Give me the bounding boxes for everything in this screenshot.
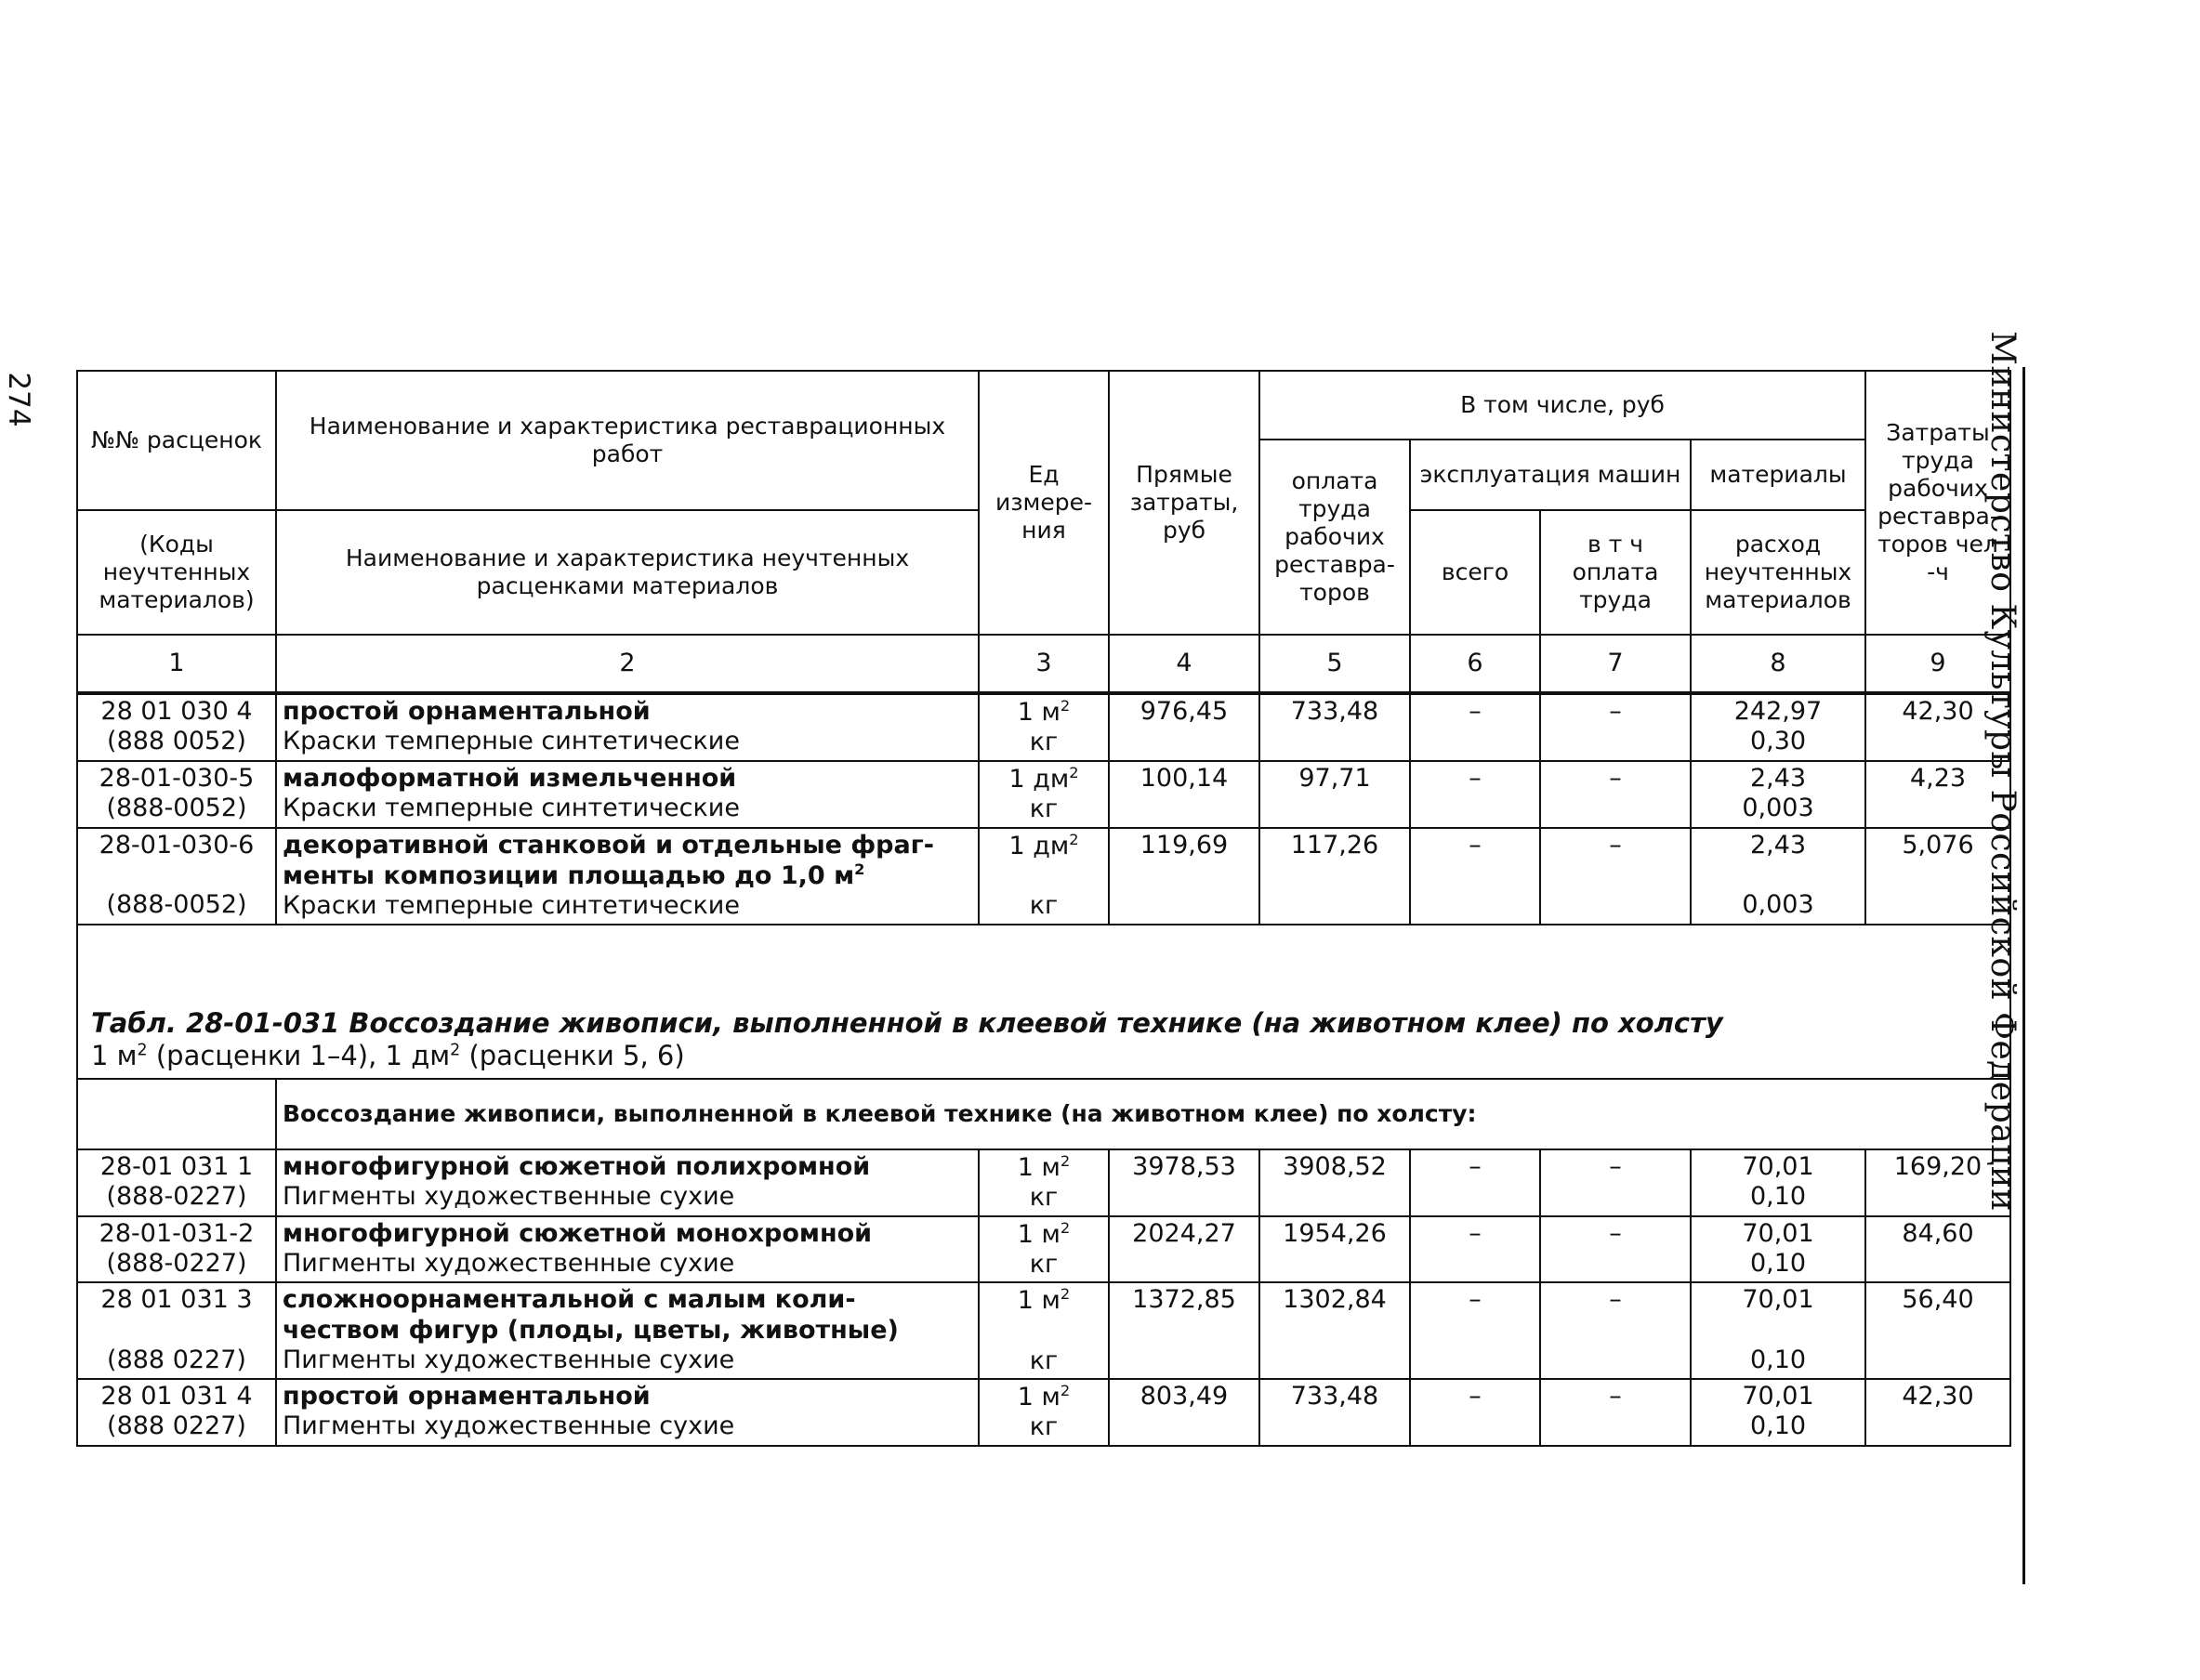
unit: 1 м xyxy=(1017,1152,1060,1182)
table-header xyxy=(77,371,2010,693)
labor-pay: 1302,84 xyxy=(1259,1282,1410,1379)
material-code: (888-0052) xyxy=(106,794,247,823)
rate-code: 28 01 031 4 xyxy=(100,1382,253,1411)
header-machines-total: всего xyxy=(1410,510,1540,635)
unit: 1 м xyxy=(1017,1383,1060,1412)
material-name: Пигменты художественные сухие xyxy=(283,1411,735,1441)
header-material-code: (Коды неучтенных материалов) xyxy=(77,510,276,635)
material-unit: кг xyxy=(1029,890,1059,920)
unit-exponent: 2 xyxy=(854,860,865,878)
labor-hours: 4,23 xyxy=(1865,761,2010,828)
table-row xyxy=(77,1282,2010,1379)
unit: 1 дм xyxy=(1008,831,1070,860)
material-quantity: 0,003 xyxy=(1742,794,1814,823)
table-subtitle: 1 $м^2$ (расценки 1–4), 1 $дм^2$ (расценки 5, 6) xyxy=(91,1039,685,1071)
material-quantity: 0,10 xyxy=(1749,1345,1807,1374)
labor-pay: 733,48 xyxy=(1259,693,1410,761)
page-number: 274 xyxy=(2,372,35,427)
header-labor-hours: Затраты труда рабочих реставра-торов чел -ч xyxy=(1865,371,2010,635)
work-name: простой орнаментальной xyxy=(283,1382,651,1411)
rate-code: 28 01 030 4 xyxy=(100,697,253,726)
material-code: (888 0227) xyxy=(107,1345,246,1374)
materials-cost: 70,01 xyxy=(1742,1151,1814,1181)
header-materials: материалы xyxy=(1691,440,1865,510)
running-head-rule xyxy=(2022,367,2025,1584)
machines-pay: – xyxy=(1540,761,1691,828)
header-direct-cost: Прямые затраты, руб xyxy=(1109,371,1259,635)
machines-total: – xyxy=(1410,1379,1540,1446)
column-number: 9 xyxy=(1865,635,2010,693)
unit-exponent: 2 xyxy=(1069,830,1079,848)
column-number: 2 xyxy=(276,635,979,693)
column-number: 5 xyxy=(1259,635,1410,693)
labor-hours: 5,076 xyxy=(1865,828,2010,925)
direct-cost: 3978,53 xyxy=(1109,1149,1259,1216)
labor-hours: 42,30 xyxy=(1865,1379,2010,1446)
header-name: Наименование и характеристика реставрационных работ xyxy=(276,371,979,510)
labor-hours: 56,40 xyxy=(1865,1282,2010,1379)
header-including: В том числе, руб xyxy=(1259,371,1865,440)
section-row xyxy=(77,1079,2010,1149)
material-name: Краски темперные синтетические xyxy=(283,891,740,921)
labor-hours: 84,60 xyxy=(1865,1216,2010,1283)
machines-total: – xyxy=(1410,1216,1540,1283)
direct-cost: 803,49 xyxy=(1109,1379,1259,1446)
materials-cost: 70,01 xyxy=(1742,1285,1814,1315)
machines-total: – xyxy=(1410,693,1540,761)
material-quantity: 0,003 xyxy=(1742,889,1814,919)
direct-cost: 2024,27 xyxy=(1109,1216,1259,1283)
rate-code: 28 01 031 3 xyxy=(100,1285,253,1315)
direct-cost: 976,45 xyxy=(1109,693,1259,761)
material-unit: кг xyxy=(1029,728,1059,757)
work-name: простой орнаментальной xyxy=(283,697,651,726)
unit-exponent: 2 xyxy=(1069,763,1079,781)
unit: 1 м xyxy=(1017,1219,1060,1249)
material-unit: кг xyxy=(1029,1345,1059,1375)
table-row xyxy=(77,693,2010,761)
work-name-continued: менты композиции площадью до 1,0 м xyxy=(283,860,855,890)
column-number: 3 xyxy=(979,635,1109,693)
material-name: Пигменты художественные сухие xyxy=(283,1248,735,1278)
unit-exponent: 2 xyxy=(1060,697,1071,715)
machines-pay: – xyxy=(1540,828,1691,925)
material-name: Пигменты художественные сухие xyxy=(283,1182,735,1212)
header-machines-pay: в т ч оплата труда xyxy=(1540,510,1691,635)
unit-exponent: 2 xyxy=(1060,1285,1071,1304)
materials-cost: 2,43 xyxy=(1749,763,1807,793)
column-number: 4 xyxy=(1109,635,1259,693)
work-name-continued: чеством фигур (плоды, цветы, животные) xyxy=(283,1315,899,1345)
material-name: Пигменты художественные сухие xyxy=(283,1345,735,1375)
machines-pay: – xyxy=(1540,1282,1691,1379)
unit-exponent: 2 xyxy=(1060,1151,1071,1170)
material-unit: кг xyxy=(1029,1249,1059,1279)
direct-cost: 1372,85 xyxy=(1109,1282,1259,1379)
work-name: многофигурной сюжетной монохромной xyxy=(283,1218,873,1248)
header-unit: Ед измере-ния xyxy=(979,371,1109,635)
table-title-row xyxy=(77,925,2010,1079)
machines-pay: – xyxy=(1540,1216,1691,1283)
rate-code: 28-01-030-6 xyxy=(99,830,255,860)
material-code: (888-0052) xyxy=(106,889,247,919)
table-row xyxy=(77,1149,2010,1216)
direct-cost: 119,69 xyxy=(1109,828,1259,925)
column-number: 1 xyxy=(77,635,276,693)
table-body xyxy=(77,693,2010,1446)
machines-pay: – xyxy=(1540,1379,1691,1446)
material-quantity: 0,10 xyxy=(1749,1182,1807,1212)
work-name: декоративной станковой и отдельные фраг- xyxy=(283,830,934,860)
material-name: Краски темперные синтетические xyxy=(283,794,740,823)
table-row xyxy=(77,828,2010,925)
work-name: малоформатной измельченной xyxy=(283,763,737,793)
labor-pay: 733,48 xyxy=(1259,1379,1410,1446)
table-row xyxy=(77,761,2010,828)
column-number: 6 xyxy=(1410,635,1540,693)
material-code: (888 0052) xyxy=(107,727,246,756)
material-quantity: 0,10 xyxy=(1749,1411,1807,1441)
material-unit: кг xyxy=(1029,1412,1059,1442)
work-name: сложноорнаментальной с малым коли- xyxy=(283,1285,856,1315)
material-code: (888-0227) xyxy=(106,1182,247,1212)
material-code: (888 0227) xyxy=(107,1411,246,1441)
header-machines: эксплуатация машин xyxy=(1410,440,1691,510)
column-number: 8 xyxy=(1691,635,1865,693)
materials-cost: 70,01 xyxy=(1742,1382,1814,1411)
material-unit: кг xyxy=(1029,1183,1059,1213)
labor-hours: 42,30 xyxy=(1865,693,2010,761)
rate-code: 28-01 031 1 xyxy=(99,1151,254,1181)
rate-code: 28-01-031-2 xyxy=(99,1218,255,1248)
labor-pay: 3908,52 xyxy=(1259,1149,1410,1216)
column-number: 7 xyxy=(1540,635,1691,693)
direct-cost: 100,14 xyxy=(1109,761,1259,828)
labor-pay: 117,26 xyxy=(1259,828,1410,925)
material-quantity: 0,30 xyxy=(1749,727,1807,756)
table-row xyxy=(77,1379,2010,1446)
labor-pay: 1954,26 xyxy=(1259,1216,1410,1283)
machines-total: – xyxy=(1410,761,1540,828)
materials-cost: 242,97 xyxy=(1733,697,1823,726)
header-material-name: Наименование и характеристика неучтенных расценками материалов xyxy=(276,510,979,635)
materials-cost: 70,01 xyxy=(1742,1218,1814,1248)
machines-total: – xyxy=(1410,828,1540,925)
work-name: многофигурной сюжетной полихромной xyxy=(283,1151,871,1181)
material-unit: кг xyxy=(1029,794,1059,824)
machines-pay: – xyxy=(1540,1149,1691,1216)
machines-pay: – xyxy=(1540,693,1691,761)
running-head-text: Министерство Культуры Российской Федерации xyxy=(1983,331,2022,1212)
header-labor-pay: оплата труда рабочих реставра-торов xyxy=(1259,440,1410,635)
material-code: (888-0227) xyxy=(106,1248,247,1278)
table-row xyxy=(77,1216,2010,1283)
header-materials-consumption: расход неучтенных материалов xyxy=(1691,510,1865,635)
unit-exponent: 2 xyxy=(1060,1218,1071,1237)
labor-hours: 169,20 xyxy=(1865,1149,2010,1216)
rate-code: 28-01-030-5 xyxy=(99,763,255,793)
header-code: №№ расценок xyxy=(77,371,276,510)
material-quantity: 0,10 xyxy=(1749,1248,1807,1278)
materials-cost: 2,43 xyxy=(1749,830,1807,860)
section-label: Воссоздание живописи, выполненной в клеевой технике (на животном клее) по холсту: xyxy=(276,1079,2010,1149)
rates-table xyxy=(76,370,2011,1447)
unit: 1 м xyxy=(1017,698,1060,727)
labor-pay: 97,71 xyxy=(1259,761,1410,828)
material-name: Краски темперные синтетические xyxy=(283,727,740,756)
unit-exponent: 2 xyxy=(1060,1382,1071,1400)
table-title: Табл. 28-01-031 Воссоздание живописи, выполненной в клеевой технике (на животном клее) по холсту xyxy=(91,1007,1723,1040)
machines-total: – xyxy=(1410,1282,1540,1379)
unit: 1 м xyxy=(1017,1286,1060,1316)
machines-total: – xyxy=(1410,1149,1540,1216)
unit: 1 дм xyxy=(1008,764,1070,794)
